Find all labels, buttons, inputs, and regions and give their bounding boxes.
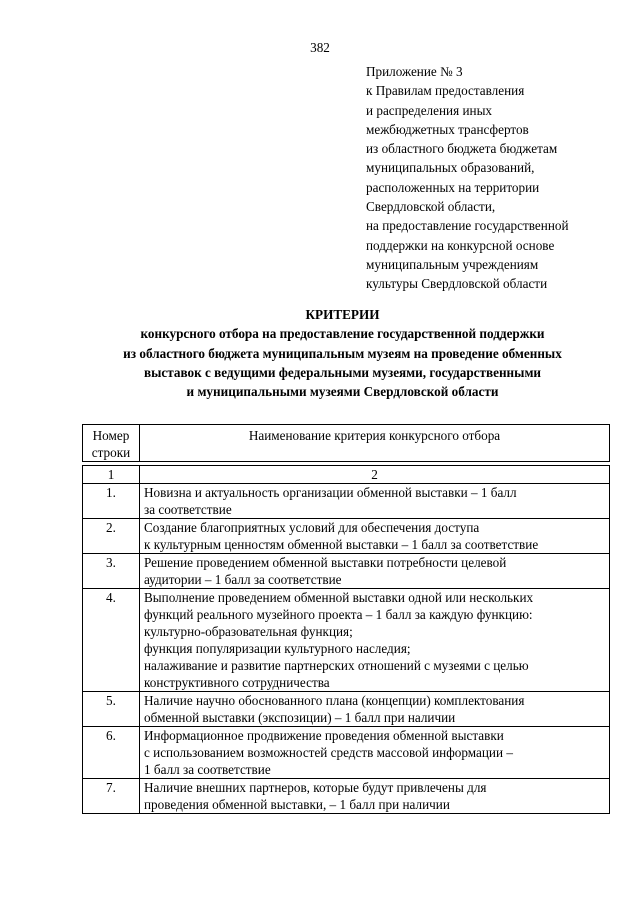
appendix-line: на предоставление государственной (366, 218, 569, 234)
title-line: КРИТЕРИИ (305, 307, 380, 322)
appendix-line: Приложение № 3 (366, 64, 463, 79)
title-line: конкурсного отбора на предоставление государственной поддержки (140, 326, 545, 342)
title-line: из областного бюджета муниципальным музеям на проведение обменных (123, 345, 562, 361)
row-text: Новизна и актуальность организации обменной выставки – 1 балл за соответствие (140, 484, 610, 519)
table-row (83, 554, 610, 589)
table-index-row (83, 466, 610, 484)
row-number: 6. (83, 727, 140, 779)
table-row (83, 692, 610, 727)
row-number: 5. (83, 692, 140, 727)
title-line: выставок с ведущими федеральными музеями, государственными (143, 364, 542, 380)
appendix-line: из областного бюджета бюджетам (366, 141, 558, 157)
document-title (70, 305, 615, 401)
appendix-line: Свердловской области, (366, 199, 496, 215)
header-number: Номер строки (83, 425, 140, 462)
row-text: Наличие научно обоснованного плана (концепции) комплектования обменной выставки (экспозиции) – 1 балл при наличии (140, 692, 610, 727)
header-criterion: Наименование критерия конкурсного отбора (140, 425, 610, 462)
criteria-table (82, 424, 610, 814)
index-cell: 2 (140, 466, 610, 484)
row-text: Наличие внешних партнеров, которые будут привлечены для проведения обменной выставки, – 1 балл при наличии (140, 779, 610, 814)
row-number: 7. (83, 779, 140, 814)
row-text: Решение проведением обменной выставки потребности целевой аудитории – 1 балл за соответствие (140, 554, 610, 589)
row-text: Информационное продвижение проведения обменной выставки с использованием возможностей средств массовой информации – 1 балл за соответствие (140, 727, 610, 779)
row-text: Выполнение проведением обменной выставки одной или нескольких функций реального музейного проекта – 1 балл за каждую функцию: культурно-образовательная функция; функция популяризации культурного наследия; налаживание и развитие партнерских отношений с музеями с целью конструктивного сотрудничества (140, 589, 610, 692)
appendix-line: межбюджетных трансфертов (366, 121, 529, 137)
appendix-line: к Правилам предоставления (366, 83, 525, 99)
appendix-line: муниципальных образований, (366, 160, 535, 176)
appendix-line: и распределения иных (366, 102, 493, 118)
table-row (83, 589, 610, 692)
row-number: 2. (83, 519, 140, 554)
appendix-line: культуры Свердловской области (366, 276, 548, 292)
table-row (83, 727, 610, 779)
page-number: 382 (310, 40, 330, 55)
row-number: 1. (83, 484, 140, 519)
appendix-note (366, 62, 626, 294)
table-row (83, 484, 610, 519)
appendix-line: муниципальным учреждениям (366, 256, 539, 272)
appendix-line: расположенных на территории (366, 179, 540, 195)
table-header-row (83, 425, 610, 462)
title-line: и муниципальными музеями Свердловской области (186, 384, 499, 400)
row-text: Создание благоприятных условий для обеспечения доступа к культурным ценностям обменной выставки – 1 балл за соответствие (140, 519, 610, 554)
table-row (83, 519, 610, 554)
row-number: 3. (83, 554, 140, 589)
table-row (83, 779, 610, 814)
appendix-line: поддержки на конкурсной основе (366, 237, 555, 253)
row-number: 4. (83, 589, 140, 692)
index-cell: 1 (83, 466, 140, 484)
